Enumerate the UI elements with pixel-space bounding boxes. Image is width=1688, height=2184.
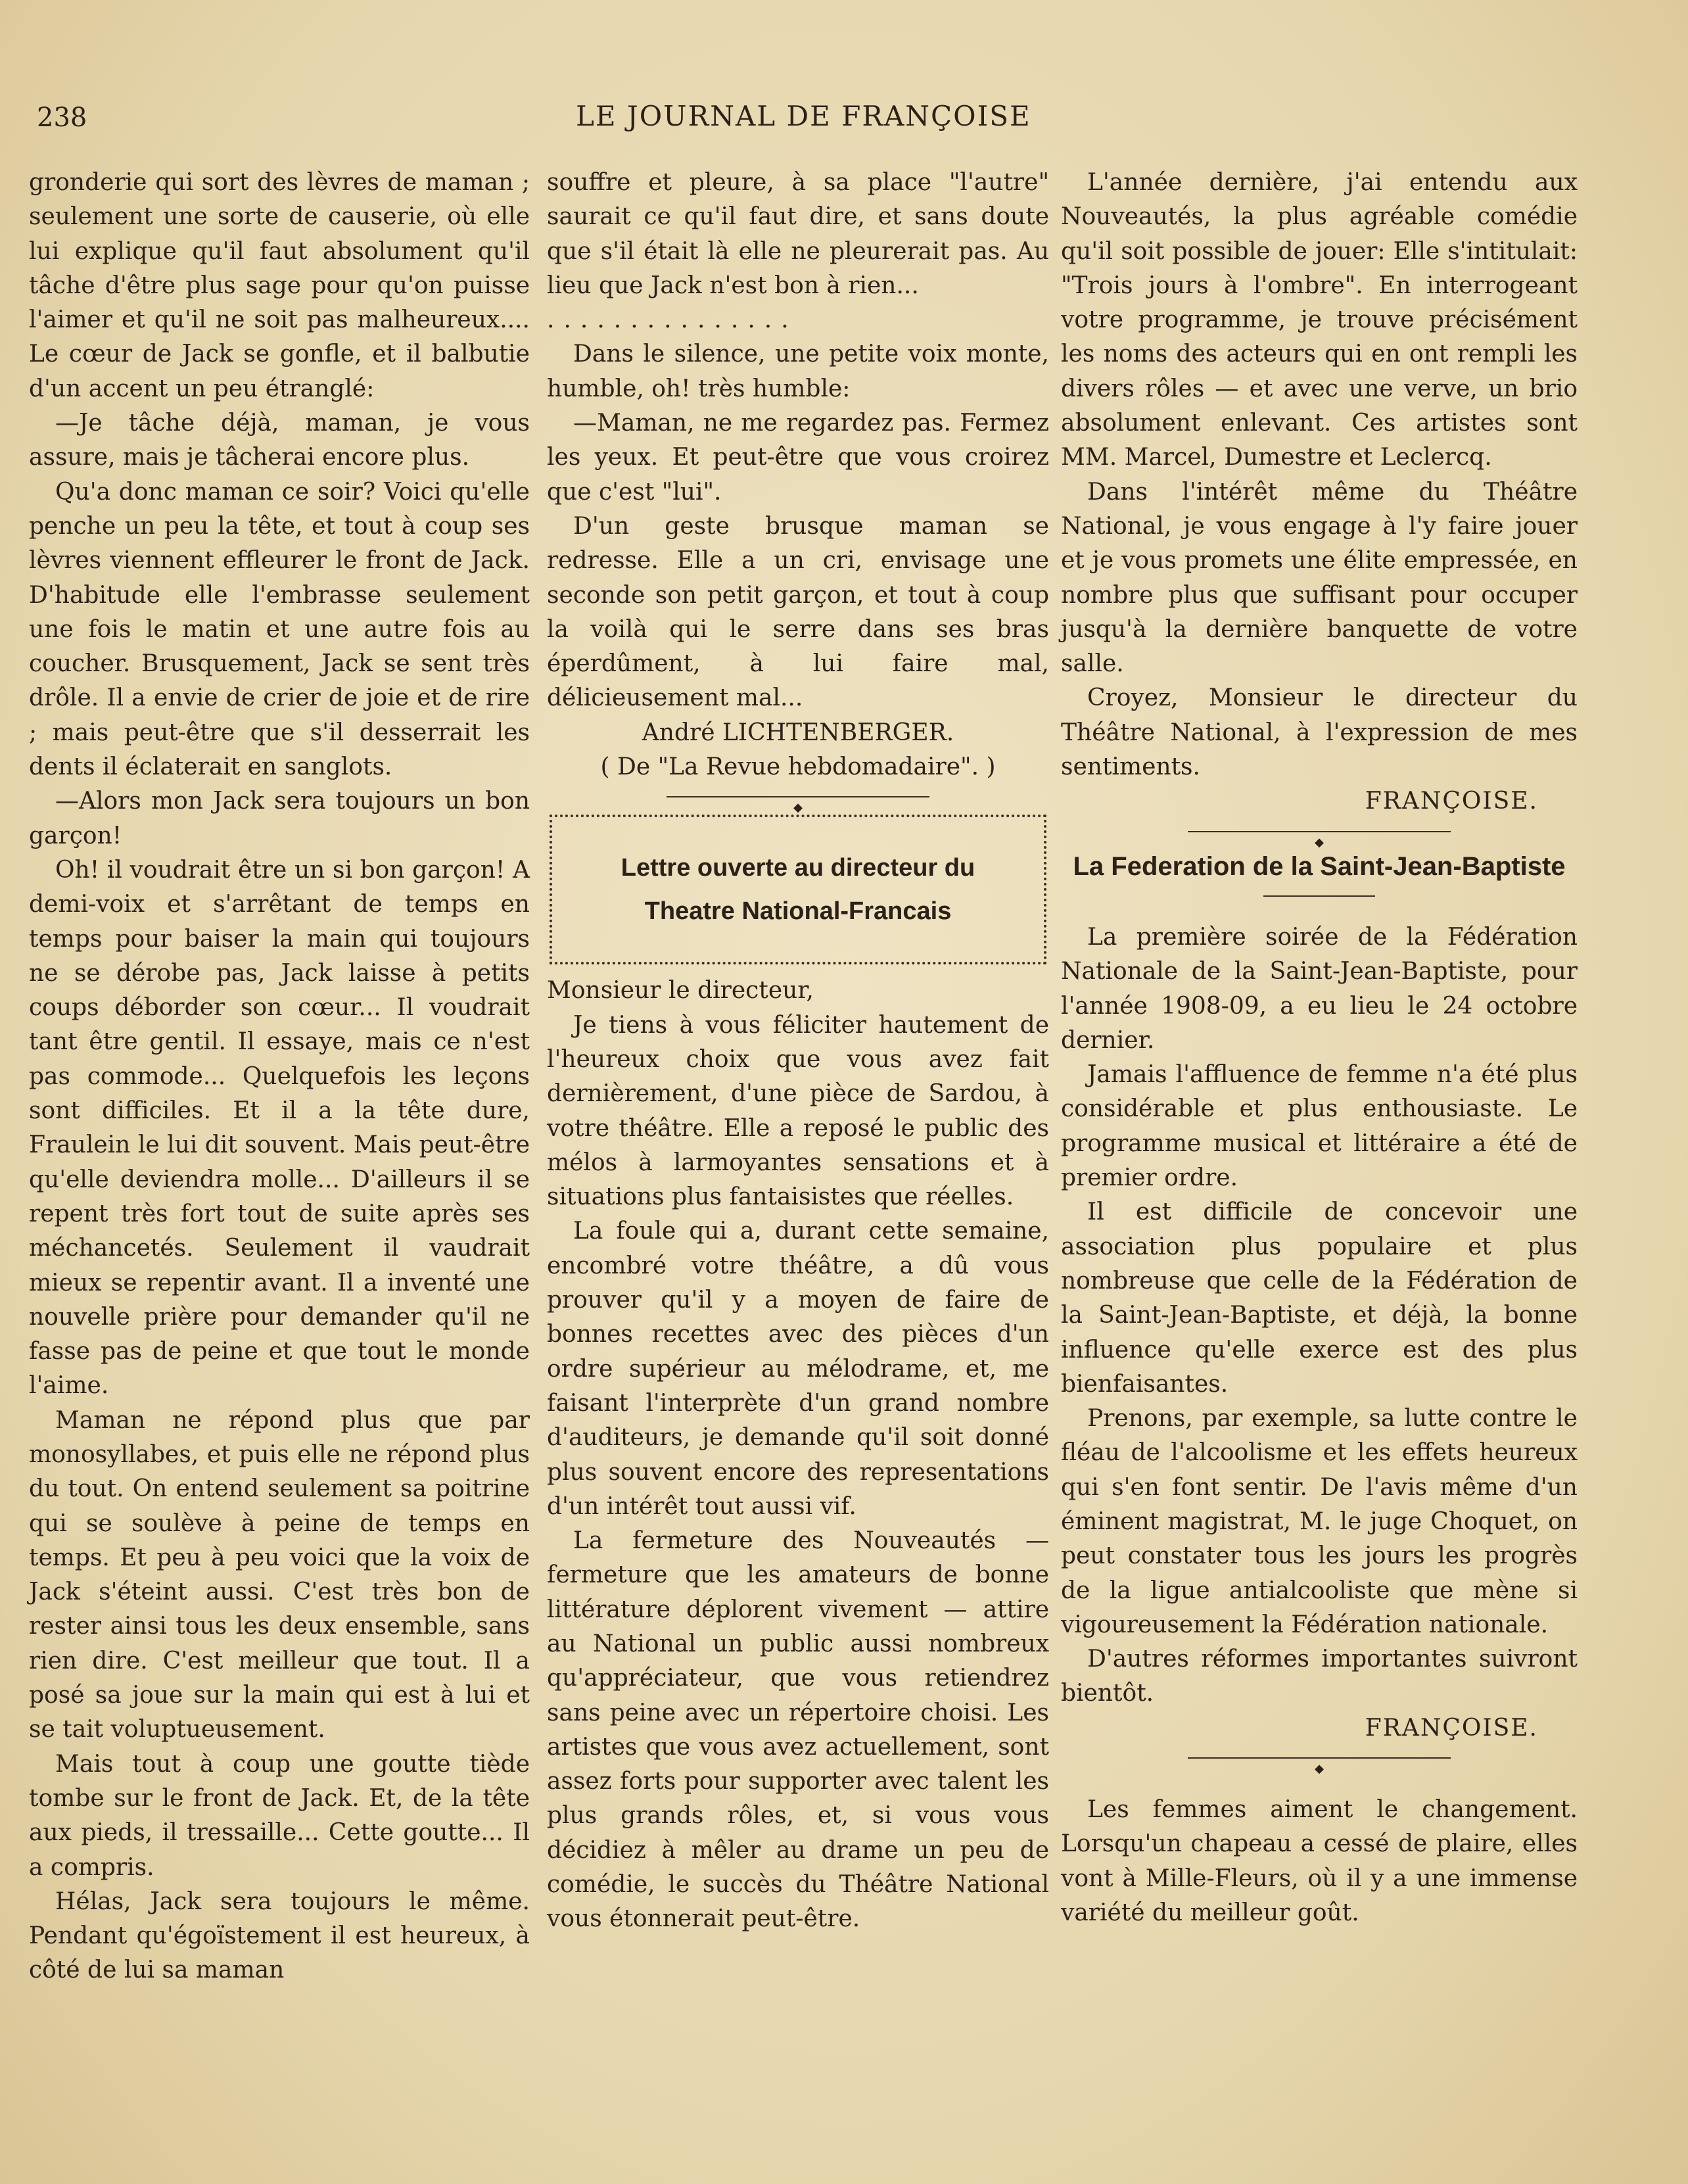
paragraph: Mais tout à coup une goutte tiède tombe sur le front de Jack. Et, de la tête aux pieds, il tressaille... Cette goutte... Il a compris. — [29, 1750, 530, 1881]
signature: FRANÇOISE. — [1365, 1714, 1538, 1742]
paragraph: Dans l'intérêt même du Théâtre National, je vous engage à l'y faire jouer et je vous promets une élite empressée, en nombre plus que suffisant pour occuper jusqu'à la dernière banquette de votre salle. — [1061, 478, 1578, 678]
ellipsis-row: ............... — [547, 306, 798, 334]
paragraph: Croyez, Monsieur le directeur du Théâtre National, à l'expression de mes sentiments. — [1061, 684, 1578, 781]
paragraph: Je tiens à vous féliciter hautement de l'heureux choix que vous avez fait dernièrement, d'une pièce de Sardou, à votre théâtre. Elle a reposé le public des mélos à larmoyantes sensations et à situations plus fantaisistes que réelles. — [547, 1011, 1049, 1211]
page-number: 238 — [37, 103, 87, 133]
paragraph: Il est difficile de concevoir une association plus populaire et plus nombreuse que celle de la Fédération de la Saint-Jean-Baptiste, et déjà, la bonne influence qu'elle exerce est des plus bienfaisantes. — [1061, 1199, 1578, 1398]
letter-title-line: Theatre National-Francais — [644, 897, 952, 926]
paragraph: Les femmes aiment le changement. Lorsqu'un chapeau a cessé de plaire, elles vont à Mille-Fleurs, où il y a une immense variété du meilleur goût. — [1061, 1796, 1578, 1926]
paragraph: —Je tâche déjà, maman, je vous assure, mais je tâcherai encore plus. — [29, 410, 530, 471]
paragraph: Maman ne répond plus que par monosyllabes, et puis elle ne répond plus du tout. On entend seulement sa poitrine qui se soulève à peine de temps en temps. Et peu à peu voici que la voix de Jack s'éteint aussi. C'est très bon de rester ainsi tous les deux ensemble, sans rien dire. C'est meilleur que tout. Il a posé sa joue sur la main qui est à lui et se tait voluptueusement. — [29, 1406, 530, 1744]
letter-title-box — [550, 815, 1046, 964]
paragraph: L'année dernière, j'ai entendu aux Nouveautés, la plus agréable comédie qu'il soit possible de jouer: Elle s'intitulait: "Trois jours à l'ombre". En interrogeant votre programme, je trouve précisément les noms des acteurs qui en ont rempli les divers rôles — et avec une verve, un brio absolument enlevant. Ces artistes sont MM. Marcel, Dumestre et Leclercq. — [1061, 169, 1578, 471]
salutation: Monsieur le directeur, — [547, 977, 814, 1005]
paragraph: Prenons, par exemple, sa lutte contre le fléau de l'alcoolisme et les effets heureux qui s'en font sentir. De l'avis même d'un éminent magistrat, M. le juge Choquet, on peut constater tous les jours les progrès de la ligue antialcooliste que mène si vigoureusement la Fédération nationale. — [1061, 1405, 1578, 1638]
paragraph: La fermeture des Nouveautés — fermeture que les amateurs de bonne littérature déplorent vivement — attire au National un public aussi nombreux qu'appréciateur, que vous retiendrez sans peine avec un répertoire choisi. Les artistes que vous avez actuellement, sont assez forts pour supporter avec talent les plus grands rôles, et, si vous vous décidiez à mêler au drame un peu de comédie, le succès du Théâtre National vous étonnerait peut-être. — [547, 1527, 1049, 1933]
paragraph: —Maman, ne me regardez pas. Fermez les yeux. Et peut-être que vous croirez que c'est "lui". — [547, 410, 1049, 506]
signature: FRANÇOISE. — [1365, 788, 1538, 815]
paragraph: La foule qui a, durant cette semaine, encombré votre théâtre, a dû vous prouver qu'il y a moyen de faire de bonnes recettes avec des pièces d'un ordre supérieur au mélodrame, et, me faisant l'interprète d'un grand nombre d'auditeurs, je demande qu'il soit donné plus souvent encore des representations d'un intérêt tout aussi vif. — [547, 1218, 1049, 1520]
paragraph: D'un geste brusque maman se redresse. Elle a un cri, envisage une seconde son petit garçon, et tout à coup la voilà qui le serre dans ses bras éperdûment, à lui faire mal, délicieusement mal... — [547, 512, 1049, 712]
page-header — [37, 97, 1614, 143]
section-divider — [1188, 1757, 1451, 1776]
diamond-ornament-icon: ◆ — [1315, 835, 1324, 849]
paragraph: Jamais l'affluence de femme n'a été plus considérable et plus enthousiaste. Le programme musical et littéraire a été de premier ordre. — [1061, 1061, 1578, 1192]
paragraph: Qu'a donc maman ce soir? Voici qu'elle penche un peu la tête, et tout à coup ses lèvres viennent effleurer le front de Jack. D'habitude elle l'embrasse seulement une fois le matin et une autre fois au coucher. Brusquement, Jack se sent très drôle. Il a envie de crier de joie et de rire ; mais peut-être que s'il desserrait les dents il éclaterait en sanglots. — [29, 478, 530, 781]
paragraph: gronderie qui sort des lèvres de maman ; seulement une sorte de causerie, où elle lui explique qu'il faut absolument qu'il tâche d'être plus sage pour qu'on puisse l'aimer et qu'il ne soit pas malheureux.... Le cœur de Jack se gonfle, et il balbutie d'un accent un peu étranglé: — [29, 169, 530, 402]
article-heading: La Federation de la Saint-Jean-Baptiste — [1061, 849, 1578, 897]
section-divider — [667, 796, 929, 815]
column-2 — [547, 166, 1049, 1937]
author-name: André LICHTENBERGER. — [642, 719, 954, 746]
paragraph: Oh! il voudrait être un si bon garçon! A demi-voix et s'arrêtant de temps en temps pour baiser la main qui toujours ne se dérobe pas, Jack laisse à petits coups déborder son cœur... Il voudrait tant être gentil. Il essaye, mais ce n'est pas commode... Quelquefois les leçons sont difficiles. Et il a la tête dure, Fraulein le lui dit souvent. Mais peut-être qu'elle deviendra molle... D'ailleurs il se repent très fort tout de suite après ses méchancetés. Seulement il vaudrait mieux se repentir avant. Il a inventé une nouvelle prière pour demander qu'il ne fasse pas de peine et que tout le monde l'aime. — [29, 856, 530, 1400]
diamond-ornament-icon: ◆ — [1315, 1762, 1324, 1776]
paragraph: Hélas, Jack sera toujours le même. Pendant qu'égoïstement il est heureux, à côté de lui sa maman — [29, 1887, 530, 1984]
column-3 — [1061, 166, 1578, 1930]
paragraph: La première soirée de la Fédération Nationale de la Saint-Jean-Baptiste, pour l'année 1908-09, a eu lieu le 24 octobre dernier. — [1061, 923, 1578, 1054]
source-citation: ( De "La Revue hebdomadaire". ) — [600, 753, 996, 781]
section-divider — [1188, 831, 1451, 849]
letter-title-line: Lettre ouverte au directeur du — [621, 854, 975, 882]
journal-title: LE JOURNAL DE FRANÇOISE — [576, 100, 1031, 132]
paragraph: —Alors mon Jack sera toujours un bon garçon! — [29, 788, 530, 849]
paragraph: D'autres réformes importantes suivront bientôt. — [1061, 1646, 1578, 1707]
paragraph: souffre et pleure, à sa place "l'autre" saurait ce qu'il faut dire, et sans doute que s'il était là elle ne pleurerait pas. Au lieu que Jack n'est bon à rien... — [547, 169, 1049, 299]
paragraph: Dans le silence, une petite voix monte, humble, oh! très humble: — [547, 341, 1049, 402]
column-1 — [29, 166, 530, 1988]
diamond-ornament-icon: ◆ — [793, 801, 803, 815]
